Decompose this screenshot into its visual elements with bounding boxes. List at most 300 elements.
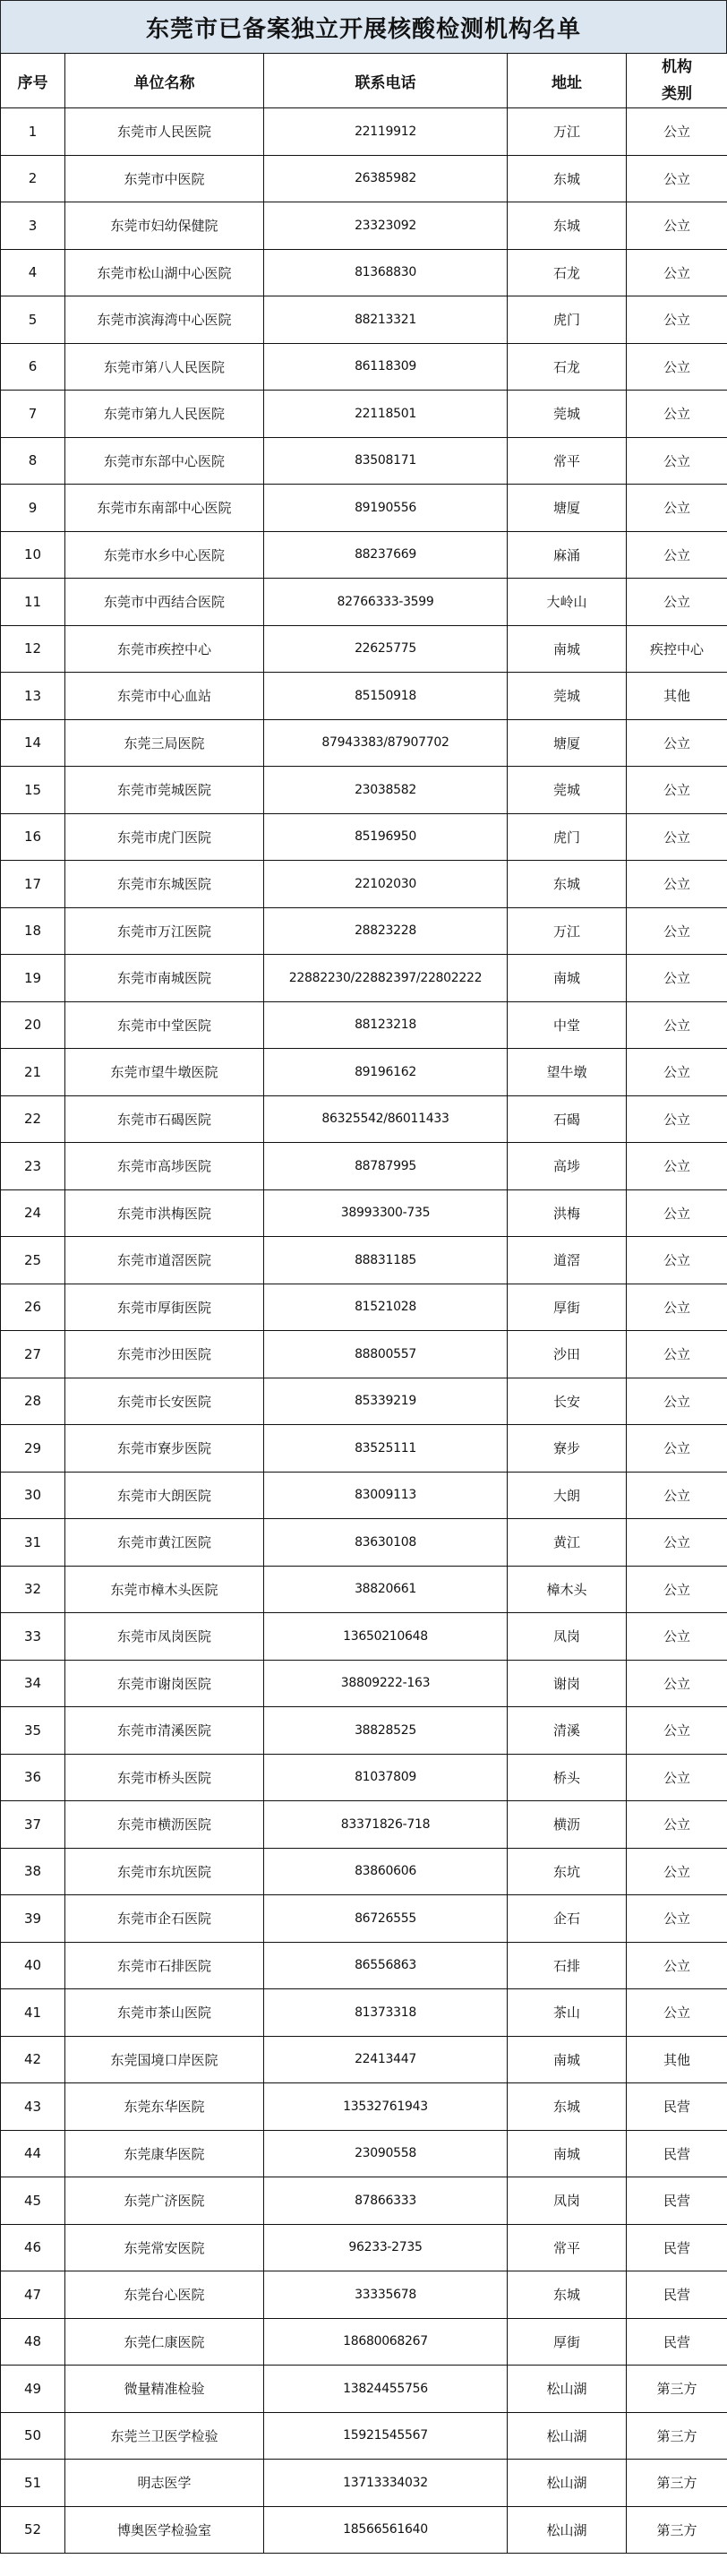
cell-address: 松山湖: [508, 2460, 627, 2507]
cell-address: 凤岗: [508, 1613, 627, 1661]
table-row: [1, 2460, 727, 2507]
cell-index: 11: [1, 579, 65, 626]
cell-category: 其他: [627, 2036, 727, 2083]
cell-address: 常平: [508, 2224, 627, 2271]
table-row: [1, 955, 727, 1002]
cell-category: 民营: [627, 2271, 727, 2319]
cell-address: 南城: [508, 955, 627, 1002]
cell-category: 公立: [627, 1001, 727, 1049]
table-header-row: [1, 54, 727, 108]
cell-name: 博奥医学检验室: [65, 2506, 264, 2554]
cell-address: 塘厦: [508, 485, 627, 532]
cell-address: 石龙: [508, 343, 627, 391]
cell-name: 东莞三局医院: [65, 719, 264, 767]
table-row: [1, 531, 727, 579]
cell-address: 东城: [508, 202, 627, 250]
cell-address: 石排: [508, 1942, 627, 1989]
table-row: [1, 719, 727, 767]
cell-phone: 88800557: [264, 1331, 508, 1378]
cell-name: 东莞市人民医院: [65, 108, 264, 156]
cell-category: 公立: [627, 1895, 727, 1943]
table-row: [1, 625, 727, 673]
cell-address: 大岭山: [508, 579, 627, 626]
table-row: [1, 1143, 727, 1190]
cell-address: 东城: [508, 861, 627, 908]
cell-name: 东莞市水乡中心医院: [65, 531, 264, 579]
cell-phone: 83508171: [264, 437, 508, 485]
cell-address: 大朗: [508, 1472, 627, 1519]
cell-name: 东莞市茶山医院: [65, 1989, 264, 2037]
table-row: [1, 1848, 727, 1895]
table-row: [1, 1331, 727, 1378]
institutions-table: [0, 53, 727, 2554]
cell-address: 东坑: [508, 1848, 627, 1895]
header-category: [627, 54, 727, 108]
table-row: [1, 1519, 727, 1567]
cell-address: 望牛墩: [508, 1049, 627, 1096]
table-row: [1, 861, 727, 908]
table-row: [1, 1989, 727, 2037]
cell-index: 30: [1, 1472, 65, 1519]
table-row: [1, 1189, 727, 1237]
cell-address: 黄江: [508, 1519, 627, 1567]
table-row: [1, 1613, 727, 1661]
cell-address: 松山湖: [508, 2506, 627, 2554]
cell-phone: 88237669: [264, 531, 508, 579]
cell-category: 公立: [627, 343, 727, 391]
cell-phone: 83009113: [264, 1472, 508, 1519]
cell-phone: 13650210648: [264, 1613, 508, 1661]
cell-category: 公立: [627, 1613, 727, 1661]
table-row: [1, 155, 727, 202]
cell-category: 公立: [627, 1942, 727, 1989]
cell-category: 公立: [627, 296, 727, 344]
cell-name: 东莞市石排医院: [65, 1942, 264, 1989]
table-row: [1, 1095, 727, 1143]
cell-index: 50: [1, 2412, 65, 2460]
cell-phone: 83860606: [264, 1848, 508, 1895]
cell-phone: 38828525: [264, 1707, 508, 1755]
table-row: [1, 2224, 727, 2271]
cell-phone: 38809222-163: [264, 1660, 508, 1707]
cell-address: 樟木头: [508, 1566, 627, 1613]
cell-name: 东莞市万江医院: [65, 907, 264, 955]
cell-index: 22: [1, 1095, 65, 1143]
cell-phone: 15921545567: [264, 2412, 508, 2460]
cell-category: 民营: [627, 2318, 727, 2366]
cell-phone: 85196950: [264, 813, 508, 861]
cell-address: 厚街: [508, 1284, 627, 1331]
cell-phone: 89190556: [264, 485, 508, 532]
cell-address: 石碣: [508, 1095, 627, 1143]
cell-phone: 23323092: [264, 202, 508, 250]
table-row: [1, 437, 727, 485]
cell-category: 公立: [627, 1707, 727, 1755]
cell-name: 东莞市高埗医院: [65, 1143, 264, 1190]
cell-index: 32: [1, 1566, 65, 1613]
table-row: [1, 343, 727, 391]
cell-phone: 83525111: [264, 1425, 508, 1473]
cell-category: 公立: [627, 1189, 727, 1237]
table-row: [1, 2177, 727, 2225]
cell-category: 公立: [627, 1801, 727, 1849]
cell-category: 公立: [627, 1378, 727, 1425]
table-row: [1, 391, 727, 438]
table-row: [1, 907, 727, 955]
cell-category: 第三方: [627, 2412, 727, 2460]
cell-index: 42: [1, 2036, 65, 2083]
cell-index: 17: [1, 861, 65, 908]
cell-name: 东莞市第八人民医院: [65, 343, 264, 391]
cell-category: 公立: [627, 1095, 727, 1143]
cell-name: 东莞兰卫医学检验: [65, 2412, 264, 2460]
table-row: [1, 579, 727, 626]
cell-index: 52: [1, 2506, 65, 2554]
cell-index: 15: [1, 767, 65, 814]
cell-address: 洪梅: [508, 1189, 627, 1237]
cell-address: 寮步: [508, 1425, 627, 1473]
cell-category: 公立: [627, 1660, 727, 1707]
cell-category: 公立: [627, 1143, 727, 1190]
cell-phone: 87943383/87907702: [264, 719, 508, 767]
cell-index: 38: [1, 1848, 65, 1895]
cell-category: 民营: [627, 2177, 727, 2225]
cell-phone: 86726555: [264, 1895, 508, 1943]
cell-phone: 87866333: [264, 2177, 508, 2225]
cell-address: 企石: [508, 1895, 627, 1943]
table-row: [1, 1472, 727, 1519]
cell-category: 公立: [627, 1472, 727, 1519]
cell-index: 5: [1, 296, 65, 344]
table-row: [1, 2506, 727, 2554]
cell-phone: 81521028: [264, 1284, 508, 1331]
cell-phone: 81037809: [264, 1754, 508, 1801]
cell-category: 公立: [627, 719, 727, 767]
cell-name: 东莞国境口岸医院: [65, 2036, 264, 2083]
table-row: [1, 1801, 727, 1849]
cell-phone: 22118501: [264, 391, 508, 438]
cell-category: 公立: [627, 767, 727, 814]
cell-category: 其他: [627, 673, 727, 720]
cell-phone: 88787995: [264, 1143, 508, 1190]
cell-category: 公立: [627, 1989, 727, 2037]
cell-category: 公立: [627, 202, 727, 250]
table-row: [1, 2271, 727, 2319]
header-name: 单位名称: [65, 54, 264, 108]
cell-name: 东莞市疾控中心: [65, 625, 264, 673]
table-row: [1, 1001, 727, 1049]
table-row: [1, 1754, 727, 1801]
cell-category: 公立: [627, 579, 727, 626]
cell-name: 东莞市松山湖中心医院: [65, 249, 264, 296]
cell-index: 27: [1, 1331, 65, 1378]
cell-index: 1: [1, 108, 65, 156]
cell-phone: 81373318: [264, 1989, 508, 2037]
cell-category: 公立: [627, 1519, 727, 1567]
cell-index: 12: [1, 625, 65, 673]
cell-index: 45: [1, 2177, 65, 2225]
cell-name: 东莞市妇幼保健院: [65, 202, 264, 250]
cell-address: 虎门: [508, 296, 627, 344]
cell-index: 21: [1, 1049, 65, 1096]
cell-index: 7: [1, 391, 65, 438]
cell-phone: 18566561640: [264, 2506, 508, 2554]
cell-name: 东莞市洪梅医院: [65, 1189, 264, 1237]
table-row: [1, 202, 727, 250]
cell-name: 明志医学: [65, 2460, 264, 2507]
cell-address: 桥头: [508, 1754, 627, 1801]
table-row: [1, 1895, 727, 1943]
cell-name: 东莞台心医院: [65, 2271, 264, 2319]
cell-phone: 22625775: [264, 625, 508, 673]
cell-name: 微量精准检验: [65, 2366, 264, 2413]
cell-index: 3: [1, 202, 65, 250]
cell-index: 44: [1, 2130, 65, 2177]
cell-address: 莞城: [508, 391, 627, 438]
cell-phone: 89196162: [264, 1049, 508, 1096]
cell-index: 20: [1, 1001, 65, 1049]
cell-phone: 33335678: [264, 2271, 508, 2319]
cell-name: 东莞东华医院: [65, 2083, 264, 2131]
cell-index: 49: [1, 2366, 65, 2413]
cell-name: 东莞市中堂医院: [65, 1001, 264, 1049]
table-row: [1, 1660, 727, 1707]
cell-category: 公立: [627, 1284, 727, 1331]
cell-phone: 23090558: [264, 2130, 508, 2177]
cell-name: 东莞市滨海湾中心医院: [65, 296, 264, 344]
cell-address: 石龙: [508, 249, 627, 296]
cell-name: 东莞市石碣医院: [65, 1095, 264, 1143]
cell-phone: 13532761943: [264, 2083, 508, 2131]
cell-name: 东莞市虎门医院: [65, 813, 264, 861]
cell-phone: 83630108: [264, 1519, 508, 1567]
cell-phone: 22119912: [264, 108, 508, 156]
cell-address: 南城: [508, 2130, 627, 2177]
cell-name: 东莞市南城医院: [65, 955, 264, 1002]
cell-phone: 26385982: [264, 155, 508, 202]
cell-category: 公立: [627, 155, 727, 202]
cell-index: 28: [1, 1378, 65, 1425]
cell-address: 道滘: [508, 1237, 627, 1284]
cell-address: 谢岗: [508, 1660, 627, 1707]
cell-address: 厚街: [508, 2318, 627, 2366]
cell-category: 公立: [627, 1331, 727, 1378]
cell-category: 公立: [627, 437, 727, 485]
cell-phone: 22413447: [264, 2036, 508, 2083]
cell-name: 东莞常安医院: [65, 2224, 264, 2271]
cell-category: 公立: [627, 1237, 727, 1284]
cell-index: 18: [1, 907, 65, 955]
cell-phone: 23038582: [264, 767, 508, 814]
cell-category: 公立: [627, 531, 727, 579]
cell-phone: 81368830: [264, 249, 508, 296]
cell-index: 40: [1, 1942, 65, 1989]
cell-name: 东莞市中医院: [65, 155, 264, 202]
cell-index: 51: [1, 2460, 65, 2507]
cell-index: 35: [1, 1707, 65, 1755]
cell-index: 26: [1, 1284, 65, 1331]
table-row: [1, 1237, 727, 1284]
cell-address: 东城: [508, 2083, 627, 2131]
cell-name: 东莞仁康医院: [65, 2318, 264, 2366]
cell-index: 47: [1, 2271, 65, 2319]
cell-name: 东莞市寮步医院: [65, 1425, 264, 1473]
cell-address: 万江: [508, 108, 627, 156]
table-row: [1, 2036, 727, 2083]
cell-category: 公立: [627, 1754, 727, 1801]
cell-phone: 22102030: [264, 861, 508, 908]
cell-address: 中堂: [508, 1001, 627, 1049]
cell-category: 公立: [627, 249, 727, 296]
cell-address: 松山湖: [508, 2366, 627, 2413]
cell-address: 常平: [508, 437, 627, 485]
cell-index: 2: [1, 155, 65, 202]
table-row: [1, 108, 727, 156]
cell-category: 民营: [627, 2083, 727, 2131]
cell-name: 东莞市东城医院: [65, 861, 264, 908]
cell-address: 东城: [508, 2271, 627, 2319]
cell-address: 清溪: [508, 1707, 627, 1755]
cell-category: 第三方: [627, 2506, 727, 2554]
cell-address: 万江: [508, 907, 627, 955]
cell-index: 16: [1, 813, 65, 861]
header-phone: 联系电话: [264, 54, 508, 108]
cell-category: 公立: [627, 907, 727, 955]
table-row: [1, 673, 727, 720]
cell-category: 疾控中心: [627, 625, 727, 673]
header-index: 序号: [1, 54, 65, 108]
cell-address: 虎门: [508, 813, 627, 861]
cell-address: 南城: [508, 625, 627, 673]
cell-phone: 13824455756: [264, 2366, 508, 2413]
cell-address: 凤岗: [508, 2177, 627, 2225]
cell-category: 公立: [627, 1566, 727, 1613]
cell-address: 塘厦: [508, 719, 627, 767]
cell-index: 8: [1, 437, 65, 485]
cell-phone: 28823228: [264, 907, 508, 955]
cell-category: 公立: [627, 1425, 727, 1473]
cell-index: 33: [1, 1613, 65, 1661]
cell-address: 茶山: [508, 1989, 627, 2037]
cell-phone: 86325542/86011433: [264, 1095, 508, 1143]
table-row: [1, 2130, 727, 2177]
cell-index: 29: [1, 1425, 65, 1473]
cell-index: 48: [1, 2318, 65, 2366]
header-address: 地址: [508, 54, 627, 108]
cell-name: 东莞市黄江医院: [65, 1519, 264, 1567]
cell-address: 东城: [508, 155, 627, 202]
cell-name: 东莞市东部中心医院: [65, 437, 264, 485]
cell-index: 37: [1, 1801, 65, 1849]
cell-index: 39: [1, 1895, 65, 1943]
cell-phone: 85150918: [264, 673, 508, 720]
cell-address: 麻涌: [508, 531, 627, 579]
cell-address: 莞城: [508, 673, 627, 720]
cell-name: 东莞市第九人民医院: [65, 391, 264, 438]
table-row: [1, 296, 727, 344]
table-row: [1, 1425, 727, 1473]
cell-name: 东莞市凤岗医院: [65, 1613, 264, 1661]
cell-category: 第三方: [627, 2460, 727, 2507]
cell-category: 民营: [627, 2130, 727, 2177]
cell-index: 13: [1, 673, 65, 720]
cell-name: 东莞市道滘医院: [65, 1237, 264, 1284]
cell-name: 东莞市东南部中心医院: [65, 485, 264, 532]
cell-index: 43: [1, 2083, 65, 2131]
table-row: [1, 1707, 727, 1755]
cell-name: 东莞市企石医院: [65, 1895, 264, 1943]
cell-category: 公立: [627, 1848, 727, 1895]
cell-name: 东莞市横沥医院: [65, 1801, 264, 1849]
cell-name: 东莞市长安医院: [65, 1378, 264, 1425]
table-body: [1, 108, 727, 2554]
table-row: [1, 813, 727, 861]
cell-phone: 38820661: [264, 1566, 508, 1613]
cell-phone: 13713334032: [264, 2460, 508, 2507]
cell-index: 9: [1, 485, 65, 532]
cell-category: 公立: [627, 955, 727, 1002]
cell-index: 34: [1, 1660, 65, 1707]
cell-address: 莞城: [508, 767, 627, 814]
cell-index: 4: [1, 249, 65, 296]
page-title: 东莞市已备案独立开展核酸检测机构名单: [0, 0, 727, 53]
cell-address: 高埗: [508, 1143, 627, 1190]
cell-index: 41: [1, 1989, 65, 2037]
cell-index: 25: [1, 1237, 65, 1284]
cell-category: 公立: [627, 391, 727, 438]
cell-name: 东莞市厚街医院: [65, 1284, 264, 1331]
table-row: [1, 2318, 727, 2366]
cell-phone: 85339219: [264, 1378, 508, 1425]
table-row: [1, 1566, 727, 1613]
cell-phone: 83371826-718: [264, 1801, 508, 1849]
cell-address: 长安: [508, 1378, 627, 1425]
cell-phone: 96233-2735: [264, 2224, 508, 2271]
cell-name: 东莞市莞城医院: [65, 767, 264, 814]
header-category-line1: 机构: [662, 58, 692, 76]
cell-address: 横沥: [508, 1801, 627, 1849]
cell-name: 东莞广济医院: [65, 2177, 264, 2225]
cell-index: 23: [1, 1143, 65, 1190]
cell-index: 6: [1, 343, 65, 391]
cell-category: 公立: [627, 108, 727, 156]
cell-index: 31: [1, 1519, 65, 1567]
cell-phone: 82766333-3599: [264, 579, 508, 626]
cell-name: 东莞市樟木头医院: [65, 1566, 264, 1613]
cell-name: 东莞市谢岗医院: [65, 1660, 264, 1707]
table-row: [1, 2366, 727, 2413]
cell-name: 东莞市中心血站: [65, 673, 264, 720]
cell-phone: 86118309: [264, 343, 508, 391]
cell-name: 东莞康华医院: [65, 2130, 264, 2177]
cell-phone: 18680068267: [264, 2318, 508, 2366]
cell-phone: 86556863: [264, 1942, 508, 1989]
table-row: [1, 2412, 727, 2460]
cell-phone: 88123218: [264, 1001, 508, 1049]
cell-name: 东莞市沙田医院: [65, 1331, 264, 1378]
header-category-line2: 类别: [662, 85, 692, 103]
cell-category: 民营: [627, 2224, 727, 2271]
cell-name: 东莞市大朗医院: [65, 1472, 264, 1519]
cell-index: 24: [1, 1189, 65, 1237]
cell-phone: 22882230/22882397/22802222: [264, 955, 508, 1002]
cell-index: 46: [1, 2224, 65, 2271]
table-row: [1, 249, 727, 296]
cell-category: 第三方: [627, 2366, 727, 2413]
cell-name: 东莞市东坑医院: [65, 1848, 264, 1895]
table-row: [1, 2083, 727, 2131]
cell-address: 松山湖: [508, 2412, 627, 2460]
